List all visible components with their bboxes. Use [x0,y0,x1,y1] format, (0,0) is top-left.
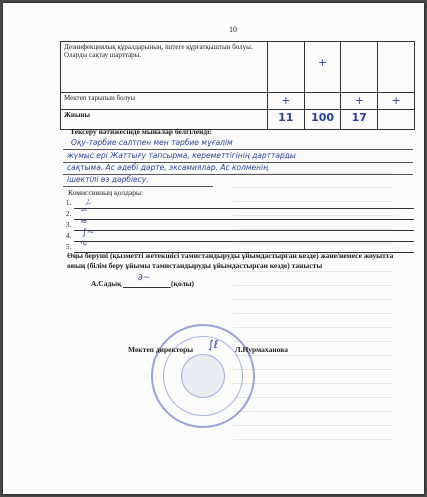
list-item: 3. ≈ [66,221,71,232]
table-cell: + [304,42,341,93]
table-cell-label: Мектеп тарыпын болуы [61,93,268,110]
table-cell: + [341,93,378,110]
table-cell [341,42,378,93]
signature-list [66,198,95,254]
table-cell [378,110,415,130]
findings-line: ішектілі өз дәрбіесу. [67,175,149,184]
divider [63,186,213,187]
table-cell: 11 [267,110,304,130]
table-row [61,42,415,93]
table-cell: 100 [304,110,341,130]
commission-label: Комиссияның қолдары: [68,188,144,197]
findings-line: сақтыма. Ас әдебі дәрте, эксамиялар. Ас колменің [67,163,269,172]
list-item: 5. ∿ [66,243,71,254]
inspection-table [60,41,415,130]
list-item: 2. ∽ [66,210,71,221]
bleed-through [233,173,393,473]
director-label: Мектеп директоры [128,345,194,354]
signature-mark: ∂~ [138,273,151,283]
findings-label: Тексеру нәтижесінде мыналар белгіленді: [70,127,212,136]
table-cell-label: Жиыны [61,110,268,130]
table-cell: + [267,93,304,110]
acquaint-sign-label: (қолы) [171,279,195,288]
table-cell [267,42,304,93]
list-item: 1. ㄥ [66,199,71,210]
list-item: 4. ∫~ [66,232,71,243]
acquaint-name: А.Садық [91,279,122,288]
table-cell: 17 [341,110,378,130]
acquaint-text: Өңы беруші (қызметті жетекшісі тамистандыруды ұйымдастырған кезде) және/немесе жоуытта оның (білім беру ұйымы тамистандыруды ұйымдастырған кезде) танысты [67,251,394,270]
table-cell-label: Дезинфекциялық құралдарының, іштеге құрғатқыштын болуы. Оларды сақтау шарттары. [61,42,268,93]
divider [63,149,413,150]
document-page [3,3,424,494]
findings-line: жүмыс ері Жаттығу тапсырма, кереметтігінің дарттарды [67,151,296,160]
page-number: 10 [229,25,237,34]
findings-line: Оқу-тәрбие салтпен мен тәрбие мұғалім [71,138,233,147]
director-signature: ∫ℓ [208,338,219,351]
table-cell [304,93,341,110]
table-row [61,93,415,110]
table-cell: + [378,93,415,110]
table-cell [378,42,415,93]
signature-line [123,287,171,288]
director-name: Л.Нурмаханова [235,345,288,354]
